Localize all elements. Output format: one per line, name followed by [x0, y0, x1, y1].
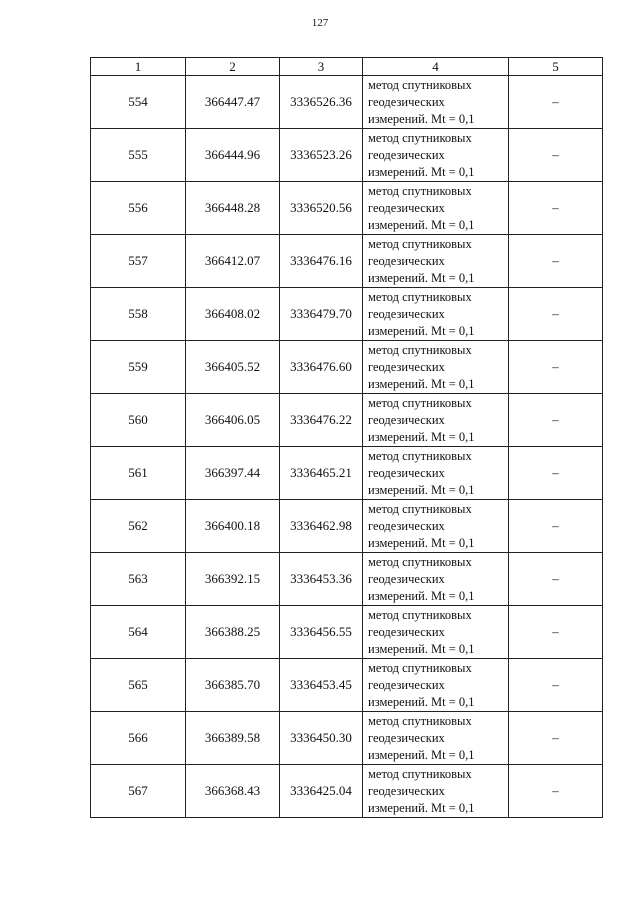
coordinate-y: 3336425.04: [280, 765, 363, 818]
note-dash: –: [509, 341, 603, 394]
point-number: 562: [91, 500, 186, 553]
coordinate-y: 3336465.21: [280, 447, 363, 500]
method-line-3: измерений. Mt = 0,1: [368, 323, 475, 338]
method-line-3: измерений. Mt = 0,1: [368, 217, 475, 232]
method-line-1: метод спутниковых: [368, 289, 472, 304]
method-line-1: метод спутниковых: [368, 342, 472, 357]
header-col-5: 5: [509, 58, 603, 76]
table-row: [91, 712, 603, 765]
method-line-3: измерений. Mt = 0,1: [368, 588, 475, 603]
table-row: [91, 235, 603, 288]
coordinate-y: 3336479.70: [280, 288, 363, 341]
method-line-3: измерений. Mt = 0,1: [368, 429, 475, 444]
header-col-4: 4: [363, 58, 509, 76]
method-line-1: метод спутниковых: [368, 448, 472, 463]
coordinate-y: 3336523.26: [280, 129, 363, 182]
coordinate-y: 3336476.22: [280, 394, 363, 447]
header-col-2: 2: [186, 58, 280, 76]
coordinate-x: 366388.25: [186, 606, 280, 659]
method-line-1: метод спутниковых: [368, 236, 472, 251]
note-dash: –: [509, 712, 603, 765]
note-dash: –: [509, 394, 603, 447]
coordinate-y: 3336476.16: [280, 235, 363, 288]
method-line-1: метод спутниковых: [368, 130, 472, 145]
coordinate-y: 3336450.30: [280, 712, 363, 765]
method-description: [363, 394, 509, 447]
header-col-1: 1: [91, 58, 186, 76]
table-row: [91, 341, 603, 394]
point-number: 567: [91, 765, 186, 818]
method-line-1: метод спутниковых: [368, 77, 472, 92]
method-line-2: геодезических: [368, 412, 445, 427]
coordinate-x: 366448.28: [186, 182, 280, 235]
method-line-2: геодезических: [368, 359, 445, 374]
method-line-1: метод спутниковых: [368, 766, 472, 781]
point-number: 558: [91, 288, 186, 341]
method-line-2: геодезических: [368, 200, 445, 215]
note-dash: –: [509, 553, 603, 606]
coordinate-x: 366397.44: [186, 447, 280, 500]
note-dash: –: [509, 500, 603, 553]
coordinate-x: 366392.15: [186, 553, 280, 606]
method-line-3: измерений. Mt = 0,1: [368, 800, 475, 815]
method-line-1: метод спутниковых: [368, 660, 472, 675]
method-line-2: геодезических: [368, 253, 445, 268]
coordinate-x: 366400.18: [186, 500, 280, 553]
coordinate-y: 3336462.98: [280, 500, 363, 553]
method-description: [363, 129, 509, 182]
method-description: [363, 76, 509, 129]
coordinate-y: 3336520.56: [280, 182, 363, 235]
coordinate-x: 366408.02: [186, 288, 280, 341]
method-line-2: геодезических: [368, 147, 445, 162]
method-line-3: измерений. Mt = 0,1: [368, 535, 475, 550]
coordinate-x: 366412.07: [186, 235, 280, 288]
method-line-1: метод спутниковых: [368, 501, 472, 516]
method-line-1: метод спутниковых: [368, 183, 472, 198]
note-dash: –: [509, 182, 603, 235]
coordinate-x: 366368.43: [186, 765, 280, 818]
point-number: 563: [91, 553, 186, 606]
table-row: [91, 500, 603, 553]
method-description: [363, 182, 509, 235]
method-description: [363, 341, 509, 394]
coordinate-y: 3336453.45: [280, 659, 363, 712]
note-dash: –: [509, 76, 603, 129]
note-dash: –: [509, 447, 603, 500]
point-number: 559: [91, 341, 186, 394]
point-number: 557: [91, 235, 186, 288]
coordinate-x: 366406.05: [186, 394, 280, 447]
method-line-3: измерений. Mt = 0,1: [368, 270, 475, 285]
method-description: [363, 765, 509, 818]
method-line-1: метод спутниковых: [368, 607, 472, 622]
point-number: 556: [91, 182, 186, 235]
note-dash: –: [509, 659, 603, 712]
coordinate-y: 3336526.36: [280, 76, 363, 129]
coordinate-x: 366389.58: [186, 712, 280, 765]
note-dash: –: [509, 765, 603, 818]
method-line-2: геодезических: [368, 306, 445, 321]
table-row: [91, 765, 603, 818]
coordinate-x: 366444.96: [186, 129, 280, 182]
table-row: [91, 182, 603, 235]
coordinate-y: 3336476.60: [280, 341, 363, 394]
header-col-3: 3: [280, 58, 363, 76]
method-line-3: измерений. Mt = 0,1: [368, 747, 475, 762]
table-row: [91, 553, 603, 606]
coordinate-x: 366385.70: [186, 659, 280, 712]
method-description: [363, 235, 509, 288]
header-row: [91, 58, 603, 76]
method-description: [363, 447, 509, 500]
method-line-2: геодезических: [368, 624, 445, 639]
coordinate-y: 3336453.36: [280, 553, 363, 606]
method-line-2: геодезических: [368, 571, 445, 586]
method-description: [363, 606, 509, 659]
point-number: 560: [91, 394, 186, 447]
note-dash: –: [509, 129, 603, 182]
method-line-2: геодезических: [368, 730, 445, 745]
method-line-3: измерений. Mt = 0,1: [368, 641, 475, 656]
method-description: [363, 659, 509, 712]
note-dash: –: [509, 235, 603, 288]
table-row: [91, 76, 603, 129]
method-line-2: геодезических: [368, 465, 445, 480]
coordinate-x: 366405.52: [186, 341, 280, 394]
note-dash: –: [509, 288, 603, 341]
method-line-2: геодезических: [368, 783, 445, 798]
page-number: 127: [311, 17, 329, 29]
table-row: [91, 606, 603, 659]
coordinate-x: 366447.47: [186, 76, 280, 129]
point-number: 564: [91, 606, 186, 659]
method-line-3: измерений. Mt = 0,1: [368, 482, 475, 497]
method-line-3: измерений. Mt = 0,1: [368, 694, 475, 709]
point-number: 554: [91, 76, 186, 129]
method-line-1: метод спутниковых: [368, 395, 472, 410]
point-number: 566: [91, 712, 186, 765]
table-body: [91, 76, 603, 818]
coordinate-y: 3336456.55: [280, 606, 363, 659]
table-row: [91, 659, 603, 712]
point-number: 565: [91, 659, 186, 712]
coordinates-table: [90, 57, 603, 818]
table-row: [91, 447, 603, 500]
table-row: [91, 129, 603, 182]
method-description: [363, 553, 509, 606]
method-description: [363, 288, 509, 341]
method-line-2: геодезических: [368, 94, 445, 109]
method-line-2: геодезических: [368, 677, 445, 692]
method-line-3: измерений. Mt = 0,1: [368, 111, 475, 126]
point-number: 561: [91, 447, 186, 500]
table-row: [91, 394, 603, 447]
method-line-1: метод спутниковых: [368, 554, 472, 569]
note-dash: –: [509, 606, 603, 659]
table-row: [91, 288, 603, 341]
point-number: 555: [91, 129, 186, 182]
method-line-3: измерений. Mt = 0,1: [368, 376, 475, 391]
method-description: [363, 712, 509, 765]
method-line-3: измерений. Mt = 0,1: [368, 164, 475, 179]
method-description: [363, 500, 509, 553]
method-line-2: геодезических: [368, 518, 445, 533]
method-line-1: метод спутниковых: [368, 713, 472, 728]
